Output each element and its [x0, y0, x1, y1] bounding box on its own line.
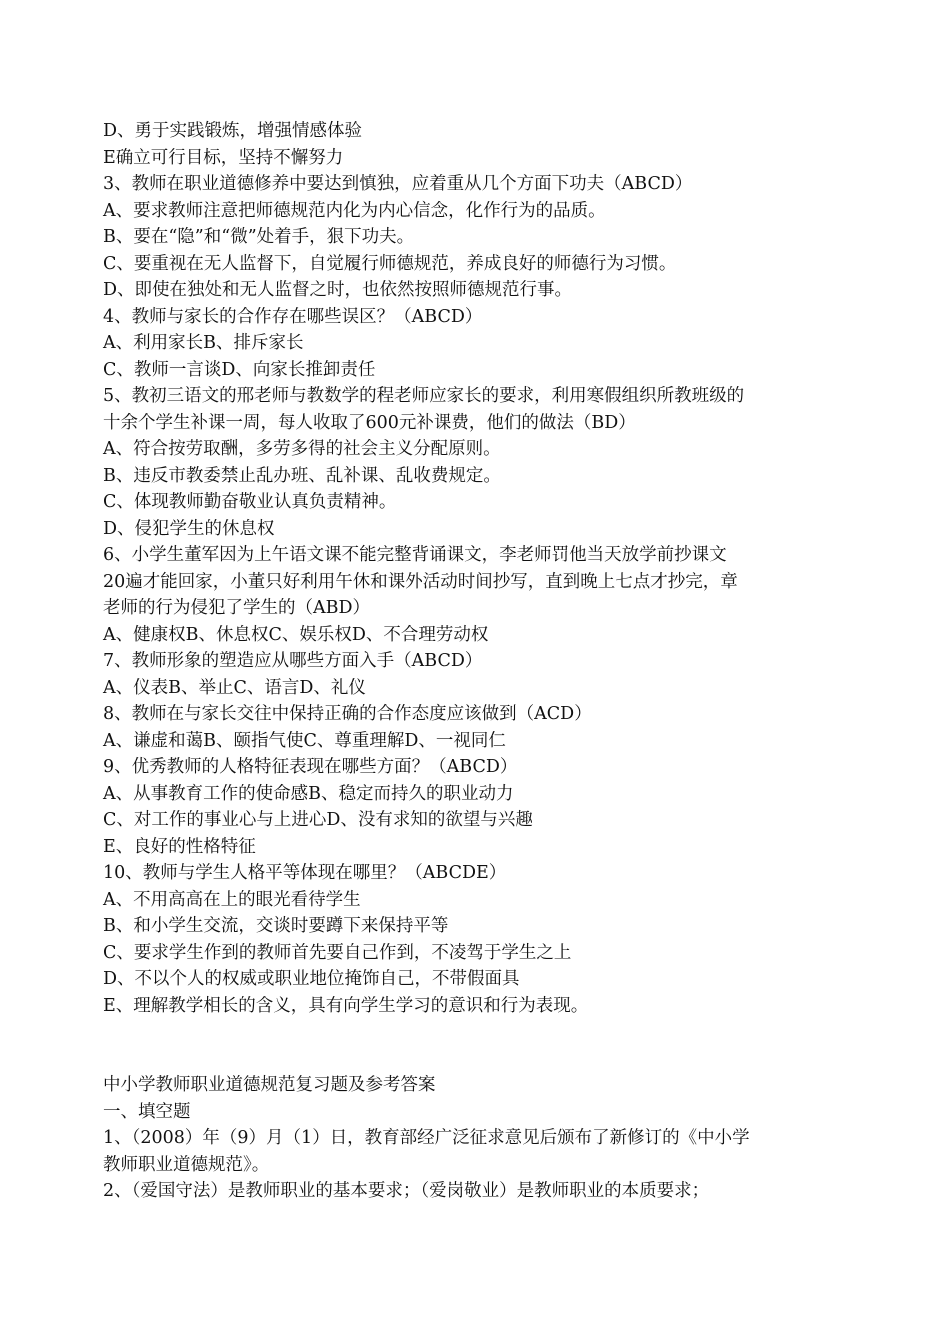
text-line: C、要求学生作到的教师首先要自己作到，不凌驾于学生之上 — [103, 942, 572, 963]
text-line: E确立可行目标，坚持不懈努力 — [103, 147, 344, 168]
text-line: 6、小学生董军因为上午语文课不能完整背诵课文，李老师罚他当天放学前抄课文 — [103, 545, 727, 565]
text-line: 10、教师与学生人格平等体现在哪里？（ABCDE） — [103, 863, 507, 883]
text-line: D、勇于实践锻炼，增强情感体验 — [103, 121, 363, 141]
text-line: 4、教师与家长的合作存在哪些误区？（ABCD） — [103, 306, 483, 327]
text-line: A、不用高高在上的眼光看待学生 — [103, 889, 361, 910]
text-line: 20遍才能回家，小董只好利用午休和课外活动时间抄写，直到晚上七点才抄完，章 — [103, 571, 738, 592]
text-line: 8、教师在与家长交往中保持正确的合作态度应该做到（ACD） — [103, 704, 592, 724]
text-line: B、违反市教委禁止乱办班、乱补课、乱收费规定。 — [103, 465, 501, 486]
text-line: 5、教初三语文的邢老师与教数学的程老师应家长的要求，利用寒假组织所教班级的 — [103, 386, 745, 406]
text-line: E、良好的性格特征 — [103, 836, 256, 857]
text-line: A、从事教育工作的使命感B、稳定而持久的职业动力 — [103, 783, 514, 804]
text-line: A、仪表B、举止C、语言D、礼仪 — [103, 677, 366, 698]
text-line: 一、填空题 — [103, 1101, 191, 1122]
text-line: C、对工作的事业心与上进心D、没有求知的欲望与兴趣 — [103, 810, 533, 830]
text-line: A、谦虚和蔼B、颐指气使C、尊重理解D、一视同仁 — [103, 730, 506, 751]
text-line: D、不以个人的权威或职业地位掩饰自己，不带假面具 — [103, 969, 520, 989]
text-line: 教师职业道德规范》。 — [103, 1154, 270, 1175]
text-line: 十余个学生补课一周，每人收取了600元补课费，他们的做法（BD） — [103, 412, 636, 433]
text-line: 3、教师在职业道德修养中要达到慎独，应着重从几个方面下功夫（ABCD） — [103, 174, 693, 194]
text-line: 9、优秀教师的人格特征表现在哪些方面？（ABCD） — [103, 757, 518, 777]
review-section — [103, 1072, 863, 1205]
text-line: 2、（爱国守法）是教师职业的基本要求；（爱岗敬业）是教师职业的本质要求； — [103, 1181, 710, 1201]
text-line: A、健康权B、休息权C、娱乐权D、不合理劳动权 — [103, 624, 489, 645]
text-line: 1、（2008）年（9）月（1）日，教育部经广泛征求意见后颁布了新修订的《中小学 — [103, 1128, 750, 1148]
text-line: A、符合按劳取酬，多劳多得的社会主义分配原则。 — [103, 439, 501, 459]
text-line: C、体现教师勤奋敬业认真负责精神。 — [103, 492, 397, 512]
text-line: B、要在“隐”和“微”处着手，狠下功夫。 — [103, 227, 415, 247]
text-line: D、即使在独处和无人监督之时，也依然按照师德规范行事。 — [103, 280, 573, 300]
text-line: 中小学教师职业道德规范复习题及参考答案 — [103, 1075, 436, 1095]
document-body — [103, 118, 863, 1205]
text-line: C、教师一言谈D、向家长推卸责任 — [103, 359, 376, 380]
text-line: D、侵犯学生的休息权 — [103, 518, 275, 539]
answer-section — [103, 118, 863, 1019]
text-line: 老师的行为侵犯了学生的（ABD） — [103, 598, 371, 618]
text-line: E、理解教学相长的含义，具有向学生学习的意识和行为表现。 — [103, 995, 589, 1016]
text-line: C、要重视在无人监督下，自觉履行师德规范，养成良好的师德行为习惯。 — [103, 253, 677, 274]
text-line: 7、教师形象的塑造应从哪些方面入手（ABCD） — [103, 651, 483, 671]
text-line: A、利用家长B、排斥家长 — [103, 333, 304, 353]
text-line: B、和小学生交流，交谈时要蹲下来保持平等 — [103, 916, 449, 936]
section-spacer — [103, 1019, 863, 1072]
text-line: A、要求教师注意把师德规范内化为内心信念，化作行为的品质。 — [103, 200, 606, 221]
